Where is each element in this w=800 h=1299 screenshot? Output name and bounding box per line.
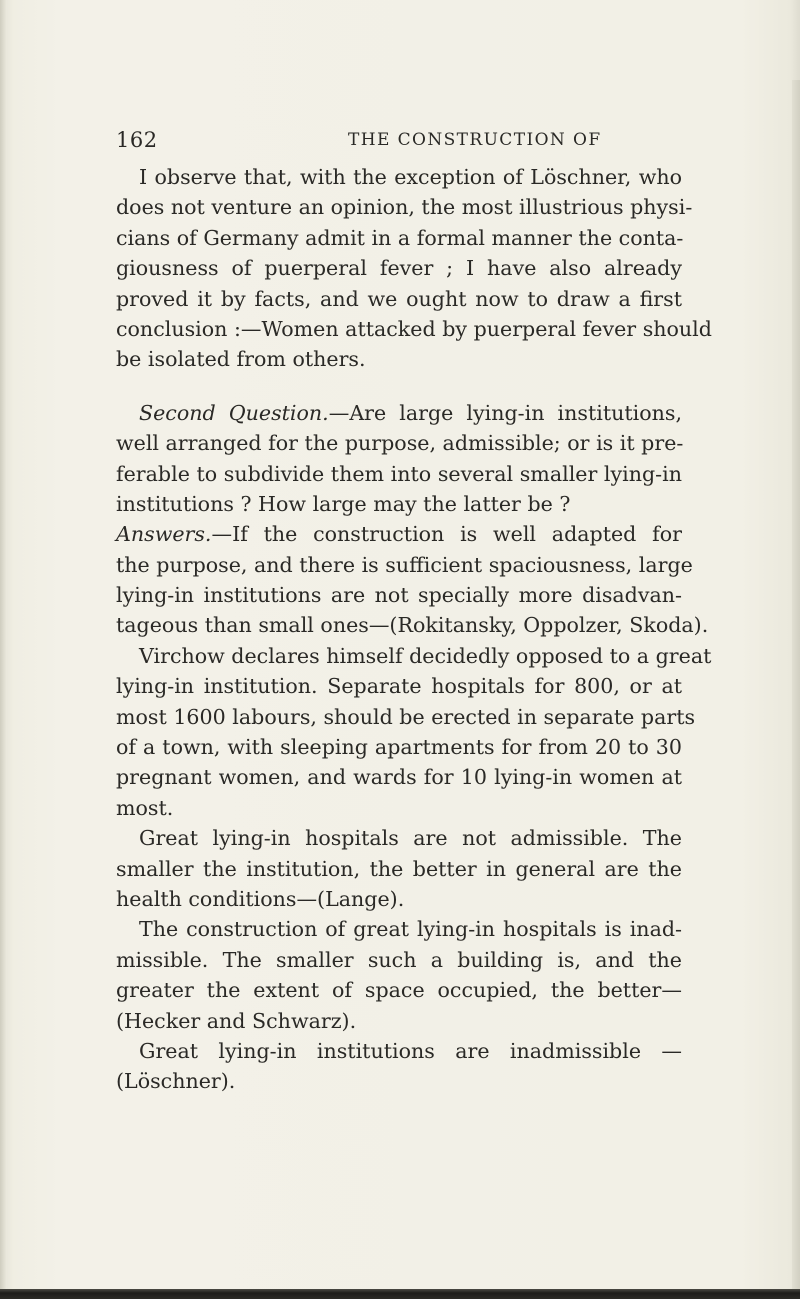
text-line: be isolated from others. <box>116 347 366 372</box>
paragraph-loschner <box>116 1036 682 1097</box>
page-left-edge <box>0 0 6 1299</box>
paragraph-answers <box>116 519 709 641</box>
text-line: well arranged for the purpose, admissible; or is it pre- <box>116 431 684 456</box>
page-header <box>116 128 681 162</box>
text-line: The construction of great lying-in hospitals is inad- <box>139 917 682 942</box>
question-text: —Are large lying-in institutions, <box>328 400 682 425</box>
text-line: the purpose, and there is sufficient spaciousness, large <box>116 552 693 577</box>
text-line: smaller the institution, the better in general are the <box>116 856 682 881</box>
text-line: (Löschner). <box>116 1069 236 1094</box>
text-line: does not venture an opinion, the most illustrious physi- <box>116 195 693 220</box>
answers-label: Answers. <box>116 522 212 547</box>
text-line: health conditions—(Lange). <box>116 886 405 911</box>
text-line: pregnant women, and wards for 10 lying-in women at <box>116 765 682 790</box>
text-line: proved it by facts, and we ought now to draw a first <box>116 286 682 311</box>
text-line: I observe that, with the exception of Löschner, who <box>139 165 682 189</box>
text-line: lying-in institutions are not specially more disadvan- <box>116 583 682 608</box>
question-label: Second Question. <box>139 400 329 425</box>
text-line: conclusion :—Women attacked by puerperal fever should <box>116 316 712 341</box>
paragraph-second-question <box>116 398 682 520</box>
text-line: Great lying-in hospitals are not admissible. The <box>139 826 682 851</box>
text-line: Great lying-in institutions are inadmissible — <box>139 1038 682 1063</box>
text-line: tageous than small ones—(Rokitansky, Oppolzer, Skoda). <box>116 613 709 638</box>
text-line: most 1600 labours, should be erected in separate parts <box>116 704 696 729</box>
text-line: Virchow declares himself decidedly opposed to a great <box>139 643 712 668</box>
text-line: ferable to subdivide them into several smaller lying-in <box>116 461 682 486</box>
text-line: lying-in institution. Separate hospitals for 800, or at <box>116 674 682 699</box>
text-line: cians of Germany admit in a formal manner the conta- <box>116 225 684 250</box>
running-head: THE CONSTRUCTION OF <box>348 130 602 150</box>
page-number: 162 <box>116 128 158 152</box>
text-line: missible. The smaller such a building is, and the <box>116 947 682 972</box>
text-line: (Hecker and Schwarz). <box>116 1008 357 1033</box>
text-line: most. <box>116 795 174 820</box>
paragraph-isolation <box>116 162 712 375</box>
text-line: giousness of puerperal fever ; I have also already <box>116 256 682 281</box>
paragraph-gap <box>116 375 682 398</box>
paragraph-lange <box>116 823 682 914</box>
text-line: of a town, with sleeping apartments for from 20 to 30 <box>116 735 682 760</box>
answers-text: —If the construction is well adapted for <box>211 522 682 547</box>
text-line <box>116 398 682 428</box>
text-line: greater the extent of space occupied, the better— <box>116 978 682 1003</box>
text-line: institutions ? How large may the latter be ? <box>116 491 571 516</box>
text-line <box>116 519 682 549</box>
paragraph-hecker <box>116 914 682 1036</box>
page-right-edge <box>792 80 800 1299</box>
bottom-dark-edge <box>0 1289 800 1299</box>
body-text <box>116 162 712 1097</box>
paragraph-virchow <box>116 641 712 823</box>
